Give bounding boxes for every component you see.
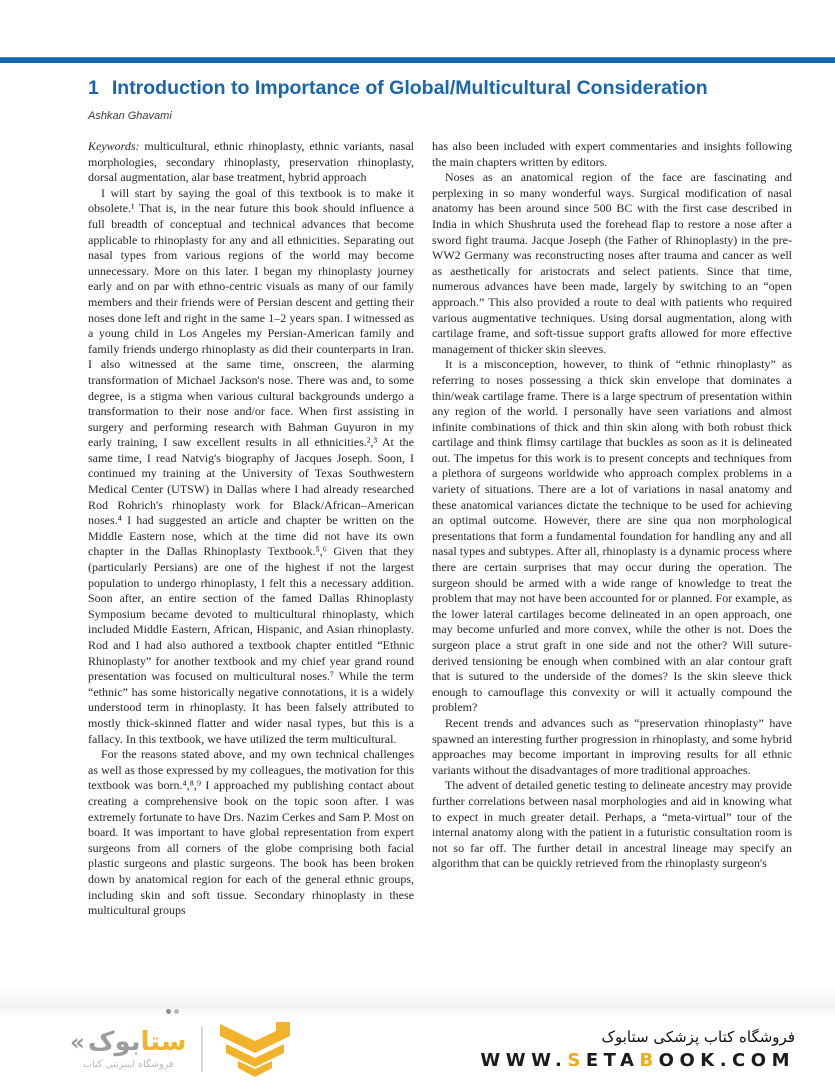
store-url: WWW.SETABOOK.COM <box>480 1049 795 1071</box>
setabook-wordmark <box>70 1028 187 1057</box>
store-title-farsi: فروشگاه کتاب پزشکی ستابوک <box>601 1027 795 1046</box>
footer-divider <box>201 1026 203 1072</box>
two-column-text <box>88 139 792 984</box>
body-paragraph: has also been included with expert commentaries and insights following the main chapters written by editors. <box>432 139 792 169</box>
page-title <box>88 76 733 101</box>
author-name: Ashkan Ghavami <box>88 110 172 122</box>
logo-tagline: فروشگاه اینترنتی کتاب <box>83 1059 174 1070</box>
setabook-logo <box>70 1028 187 1070</box>
wordmark-gold-part: ستا <box>140 1027 187 1057</box>
setabook-banner <box>0 1018 835 1080</box>
body-paragraph: It is a misconception, however, to think of “ethnic rhinoplasty” as referring to noses possessing a thick skin envelope that dominates a thin/weak cartilage frame. There is a large spectrum of presentation within any region of the world. I personally have seen variations and almost infinite combinations of thick and thin skin along with both robust thick cartilage and think flimsy cartilage that buckles as soon as it is delineated out. The impetus for this work is to present concepts and techniques from a plethora of surgeons worldwide who approach complex problems in a variety of situations. There are a lot of variations in nasal anatomy and these anatomical variances dictate the technique to be used for achieving an optimal outcome. However, there are sine qua non morphological presentations that form a fundamental foundation for handling any and all nasal types and subtypes. After all, rhinoplasty is a dynamic process where there are certain surprises that may occur during the operation. The surgeon should be armed with a wide range of knowledge to treat the problem that may not have been accounted for or planned. For example, as the lower lateral cartilages become delineated in an open approach, one may become unfurled and more convex, while the other is not. Does the surgeon place a strut graft in one side and not the other? Will suture-derived tensioning be enough when combined with an alar contour graft that is sutured to the underside of the domes? Is the skin sleeve thick enough to camouflage this convexity or will it actually compound the problem? <box>432 357 792 715</box>
keywords-text: multicultural, ethnic rhinoplasty, ethnic variants, nasal morphologies, secondary rhinoplasty, preservation rhinoplasty, dorsal augmentation, alar base treatment, hybrid approach <box>88 139 414 185</box>
scan-shadow <box>0 984 835 1016</box>
chevron-left-icon: « <box>70 1030 85 1056</box>
chapter-number: 1 <box>88 77 99 99</box>
keywords-paragraph <box>88 139 414 186</box>
header-rule <box>0 57 835 63</box>
setabook-emblem-icon <box>216 1020 294 1078</box>
wordmark-gray-part: بوک <box>87 1027 141 1057</box>
store-text-block <box>480 1028 795 1071</box>
right-column <box>432 139 792 984</box>
left-column <box>88 139 414 984</box>
keywords-label: Keywords: <box>88 139 140 153</box>
chapter-title-text: Introduction to Importance of Global/Multicultural Consideration <box>111 77 708 99</box>
page-indicator-dots <box>166 1001 179 1019</box>
body-paragraph: For the reasons stated above, and my own technical challenges as well as those expressed by my colleagues, the motivation for this textbook was born.⁴,⁸,⁹ I approached my publishing contact about creating a comprehensive book on the topic soon after. I was extremely fortunate to have Drs. Nazim Cerkes and Sam P. Most on board. It was important to have global representation from expert surgeons from all corners of the globe comprising both facial plastic surgeons and plastic surgeons. The book has been broken down by anatomical region for each of the general ethnic groups, including skin and soft tissue. Secondary rhinoplasty in these multicultural groups <box>88 747 414 918</box>
body-paragraph: I will start by saying the goal of this textbook is to make it obsolete.¹ That is, in the near future this book should influence a full breadth of conceptual and technical advances that become applicable to rhinoplasty for any and all ethnicities. Separating out nasal types from various regions of the world may become unnecessary. More on this later. I began my rhinoplasty journey early and on par with ethno-centric visuals as many of our family members and their friends were of Persian descent and getting their noses done left and right in the same 1–2 years span. I witnessed as a young child in Los Angeles my Persian-American family and family friends undergo rhinoplasty as did their counterparts in Iran. I also witnessed at the same time, onscreen, the alarming transformation of Michael Jackson's nose. There was and, to some degree, is a stigma when various cultural backgrounds undergo a transformation to their nose and/or face. When first assisting in surgery and performing research with Bahman Guyuron in my early training, I saw excellent results in all ethnicities.²,³ At the same time, I read Natvig's biography of Jacques Joseph. Soon, I continued my training at the University of Texas Southwestern Medical Center (UTSW) in Dallas where I had already researched Rod Rohrich's rhinoplasty work for Black/African–American noses.⁴ I had suggested an article and chapter be written on the Middle Eastern nose, which at the time did not have its own chapter in the Dallas Rhinoplasty Textbook.⁵,⁶ Given that they (particularly Persians) are one of the highest if not the largest population to undergo rhinoplasty, I felt this a necessary addition. Soon after, an entire section of the famed Dallas Rhinoplasty Symposium became devoted to multicultural rhinoplasty, which included Middle Eastern, African, Hispanic, and Asian rhinoplasty. Rod and I had also authored a textbook chapter entitled “Ethnic Rhinoplasty” for another textbook and my chief year grand round presentation was focused on multicultural noses.⁷ While the term “ethnic” has some historically negative connotations, it is a widely understood term in rhinoplasty. It has been falsely attributed to mostly thick-skinned flatter and wider nasal types, but this is a fallacy. In this textbook, we have utilized the term multicultural. <box>88 185 414 746</box>
body-paragraph: The advent of detailed genetic testing to delineate ancestry may provide further correlations between nasal morphologies and aid in knowing what to expect in much greater detail. Perhaps, a “meta-virtual” tour of the internal anatomy along with the patient in a futuristic consultation room is not so far off. The further detail in ancestral lineage may specify an algorithm that can be quickly retrieved from the rhinoplasty surgeon's <box>432 778 792 871</box>
page-content <box>88 76 792 984</box>
body-paragraph: Noses as an anatomical region of the face are fascinating and perplexing in so many wonderful ways. Surgical modification of nasal anatomy has been around since 500 BC with the first case described in India in which Shushruta used the forehead flap to restore a nose after a sword fight trauma. Jacque Joseph (the Father of Rhinoplasty) in the pre-WW2 Germany was reconstructing noses after trauma and cancer as well as aesthetically for aristocrats and select patients. Since that time, numerous advances have been made, largely by switching to an “open approach.” This also provided a route to deal with patients who required various augmentative techniques. Using dorsal augmentation, along with cartilage frame, and soft-tissue support grafts allowed for more effective management of thicker skin sleeves. <box>432 170 792 356</box>
body-paragraph: Recent trends and advances such as “preservation rhinoplasty” have spawned an interesting further progression in rhinoplasty, and some hybrid approaches may become important in improving results for all ethnic variants without the disadvantages of more traditional approaches. <box>432 715 792 777</box>
